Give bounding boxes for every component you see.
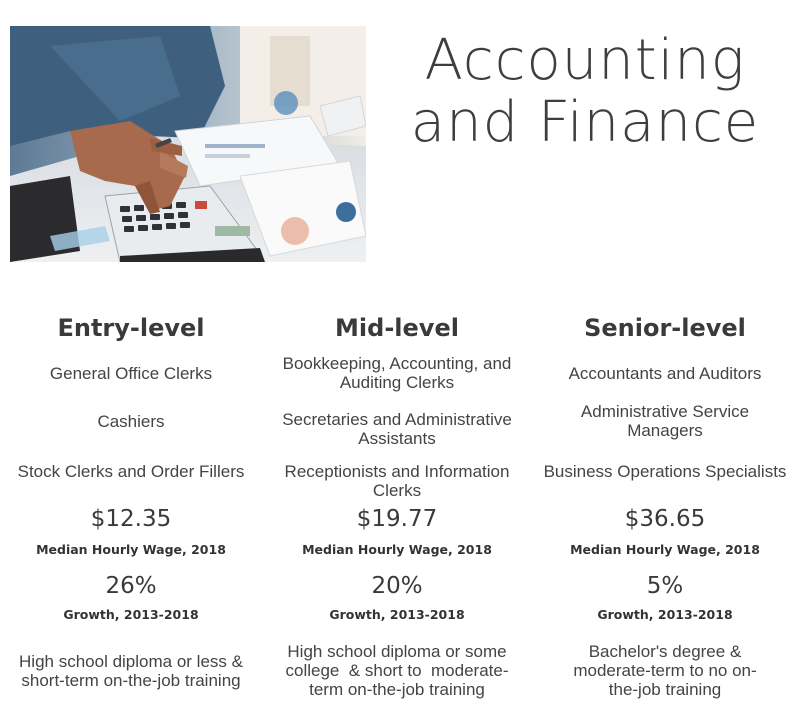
level-heading: Senior-level <box>584 314 746 342</box>
job-title-text: Accountants and Auditors <box>568 363 762 383</box>
level-heading: Mid-level <box>335 314 459 342</box>
education-line: term on-the-job training <box>309 680 485 699</box>
job-title <box>0 402 262 440</box>
median-wage-value: $12.35 <box>90 506 172 532</box>
job-title-text: Stock Clerks and Order Fillers <box>17 461 245 481</box>
job-title-text: Bookkeeping, Accounting, and Auditing Clerks <box>282 354 512 392</box>
education-requirement <box>0 652 262 690</box>
job-title <box>0 354 262 392</box>
level-heading: Entry-level <box>57 314 205 342</box>
job-title <box>530 402 800 440</box>
growth-value: 20% <box>371 573 423 599</box>
education-line: Bachelor's degree & <box>588 642 742 661</box>
growth-value: 26% <box>105 573 157 599</box>
education-line: college & short to moderate- <box>285 661 509 680</box>
job-title <box>530 354 800 392</box>
job-title-text: General Office Clerks <box>49 363 213 383</box>
job-title <box>262 462 532 500</box>
page-title-line2: and Finance <box>410 90 760 155</box>
job-title-text: Business Operations Specialists <box>543 461 787 481</box>
job-title-text: Secretaries and Administrative Assistants <box>282 410 512 448</box>
growth-label: Growth, 2013-2018 <box>329 607 465 622</box>
education-line: High school diploma or some <box>287 642 507 661</box>
calculator-photo <box>10 26 366 262</box>
education-line: moderate-term to no on- <box>573 661 757 680</box>
education-requirement <box>262 642 532 699</box>
median-wage-label: Median Hourly Wage, 2018 <box>302 542 492 557</box>
median-wage-label: Median Hourly Wage, 2018 <box>570 542 760 557</box>
column-entry-level <box>0 310 262 710</box>
education-line: High school diploma or less & <box>19 652 243 671</box>
page-title-line1: Accounting <box>424 28 746 93</box>
job-title <box>262 410 532 448</box>
growth-label: Growth, 2013-2018 <box>63 607 199 622</box>
job-title <box>262 354 532 392</box>
growth-value: 5% <box>646 573 684 599</box>
calculator-photo-icon <box>10 26 366 262</box>
education-requirement <box>530 642 800 699</box>
job-title-text: Receptionists and Information Clerks <box>284 462 510 500</box>
job-title-text: Administrative Service Managers <box>580 402 750 440</box>
column-senior-level <box>530 310 800 710</box>
job-title <box>530 452 800 490</box>
education-line: short-term on-the-job training <box>21 671 241 690</box>
growth-label: Growth, 2013-2018 <box>597 607 733 622</box>
page-title <box>400 30 770 154</box>
median-wage-value: $36.65 <box>624 506 706 532</box>
job-title <box>0 452 262 490</box>
column-mid-level <box>262 310 532 710</box>
education-line: the-job training <box>608 680 722 699</box>
median-wage-value: $19.77 <box>356 506 438 532</box>
job-title-text: Cashiers <box>97 411 165 431</box>
median-wage-label: Median Hourly Wage, 2018 <box>36 542 226 557</box>
